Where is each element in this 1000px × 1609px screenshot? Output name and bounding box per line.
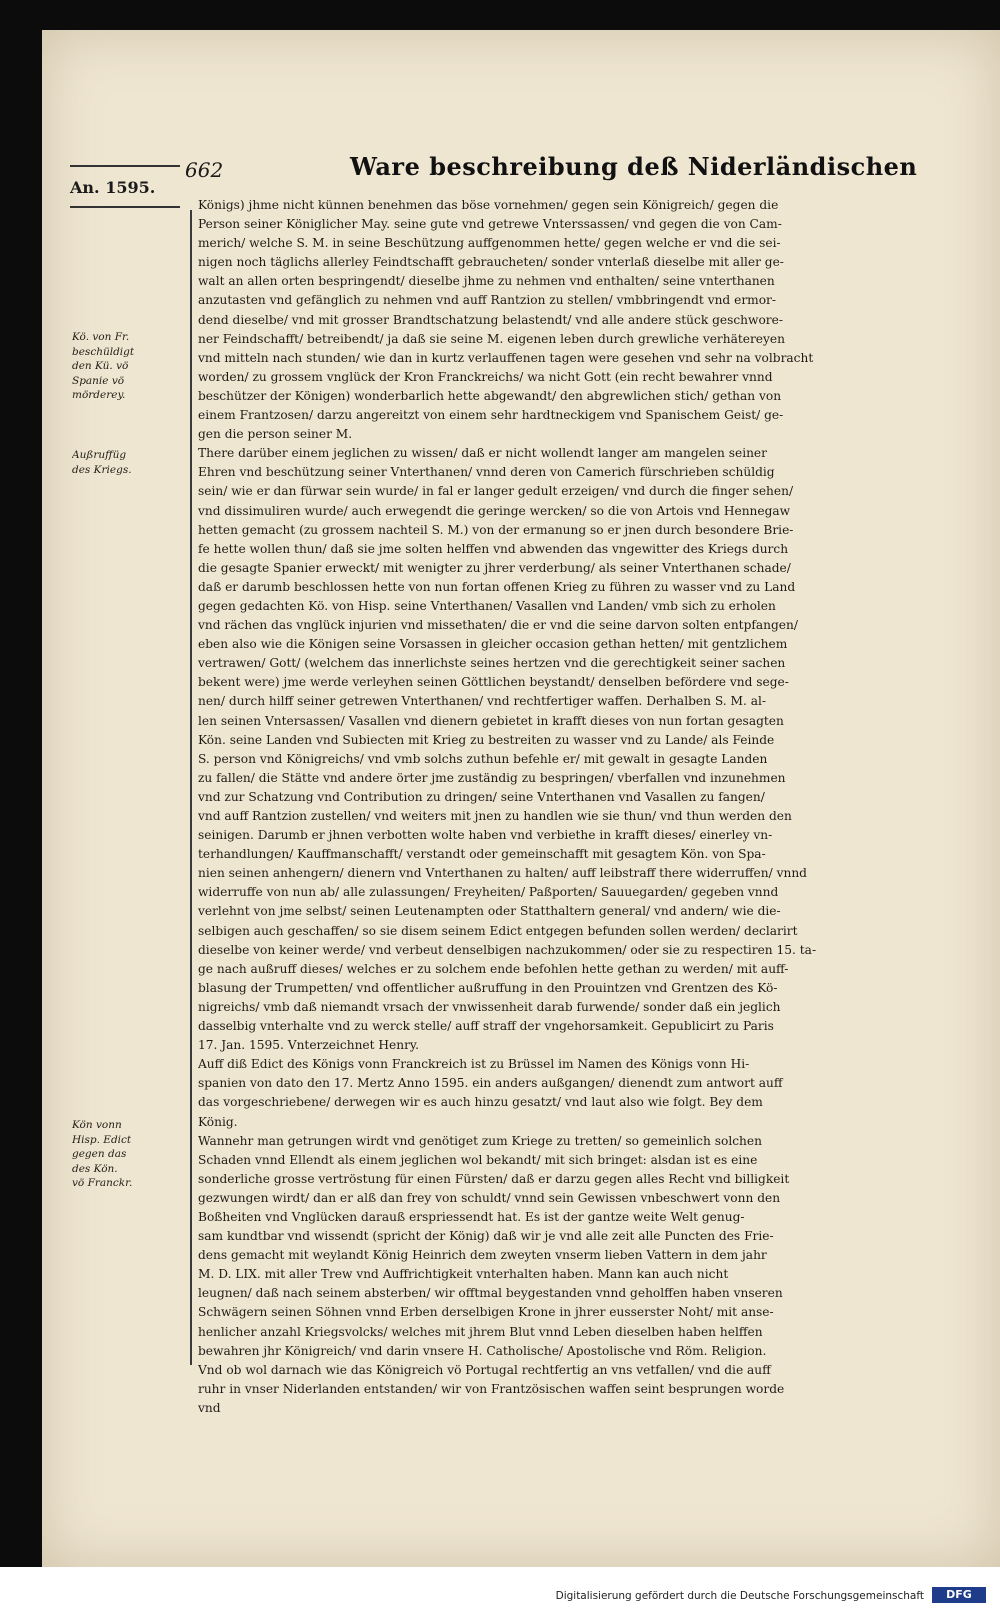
text-line: anzutasten vnd gefänglich zu nehmen vnd auff Rantzion zu stellen/ vmbbringendt vnd ermor- xyxy=(198,293,776,308)
text-line: Schwägern seinen Söhnen vnnd Erben derselbigen Krone in jhrer eusserster Noht/ mit anse- xyxy=(198,1305,774,1320)
text-line: worden/ zu grossem vnglück der Kron Franckreichs/ wa nicht Gott (ein recht bewahrer vnnd xyxy=(198,369,773,384)
text-line: dens gemacht mit weylandt König Heinrich dem zweyten vnserm lieben Vattern in dem jahr xyxy=(198,1248,767,1263)
text-line: zu fallen/ die Stätte vnd andere örter jme zuständig zu bespringen/ vberfallen vnd inzunehmen xyxy=(198,770,786,785)
text-line: die gesagte Spanier erweckt/ mit wenigter zu jhrer verderbung/ als seiner Vnterthanen schade/ xyxy=(198,560,791,575)
margin-note-line: mörderey. xyxy=(72,389,126,401)
text-line: einem Frantzosen/ darzu angereitzt von einem sehr hardtneckigem vnd Spanischem Geist/ ge- xyxy=(198,408,784,423)
text-line: walt an allen orten bespringendt/ dieselbe jhme zu nehmen vnd enthalten/ seine vnterthanen xyxy=(198,274,775,289)
text-line: ge nach außruff dieses/ welches er zu solchem ende befohlen hette gethan zu werden/ mit auff- xyxy=(198,961,789,976)
running-title: Ware beschreibung deß Niderländischen xyxy=(350,152,918,181)
margin-note-line: Hisp. Edict xyxy=(72,1133,132,1146)
text-line: das vorgeschriebene/ derwegen wir es auch hinzu gesatzt/ vnd laut also wie folgt. Bey dem xyxy=(198,1095,763,1110)
text-line: vnd zur Schatzung vnd Contribution zu dringen/ seine Vnterthanen vnd Vasallen zu fangen/ xyxy=(198,789,765,804)
text-line: selbigen auch geschaffen/ so sie disem seinem Edict entgegen befunden sollen werden/ declarirt xyxy=(198,923,798,938)
text-line: sam kundtbar vnd wissendt (spricht der König) daß wir je vnd alle zeit alle Puncten des Frie- xyxy=(198,1229,774,1244)
text-line: nigreichs/ vmb daß niemandt vrsach der vnwissenheit darab furwende/ sonder daß ein jeglich xyxy=(198,999,781,1014)
text-line: sonderliche grosse vertröstung für einen Fürsten/ daß er darzu gegen alles Recht vnd billigkeit xyxy=(198,1171,790,1186)
margin-note-line: vö Franckr. xyxy=(72,1177,133,1189)
text-line: 17. Jan. 1595. Vnterzeichnet Henry. xyxy=(198,1038,420,1053)
margin-note xyxy=(72,448,184,477)
text-line: S. person vnd Königreichs/ vnd vmb solchs zuthun befehle er/ mit gewalt in gesagte Landen xyxy=(198,751,768,766)
dfg-logo: DFG xyxy=(932,1587,986,1603)
margin-note-line: beschüldigt xyxy=(72,345,135,358)
text-line: daß er darumb beschlossen hette von nun fortan offenen Krieg zu führen zu wasser vnd zu Land xyxy=(198,579,796,594)
text-line: leugnen/ daß nach seinem absterben/ wir offtmal beygestanden vnnd geholffen haben vnseren xyxy=(198,1286,783,1301)
text-line: vnd auff Rantzion zustellen/ vnd weiters mit jnen zu handlen wie sie thun/ vnd thun werden den xyxy=(198,809,792,823)
text-line: spanien von dato den 17. Mertz Anno 1595. ein anders außgangen/ dienendt zum antwort auff xyxy=(198,1076,783,1091)
text-line: bewahren jhr Königreich/ vnd darin vnsere H. Catholische/ Apostolische vnd Röm. Religion. xyxy=(198,1343,767,1358)
column-rule xyxy=(190,210,192,1365)
text-line: nigen noch täglichs allerley Feindtschafft gebraucheten/ sonder vnterlaß dieselbe mit aller ge- xyxy=(198,255,784,270)
text-line: König. xyxy=(198,1114,238,1129)
text-line: Kön. seine Landen vnd Subiecten mit Krieg zu bestreiten zu wasser vnd zu Lande/ als Feinde xyxy=(198,732,775,747)
text-line: vnd mitteln nach stunden/ wie dan in kurtz verlauffenen tagen were gesehen vnd sehr na volbracht xyxy=(198,350,814,365)
text-line: Boßheiten vnd Vnglücken darauß erspriessendt hat. Es ist der gantze weite Welt genug- xyxy=(198,1209,745,1224)
margin-note-line: Außruffüg xyxy=(72,449,127,461)
text-line: dend dieselbe/ vnd mit grosser Brandtschatzung belastendt/ vnd alle andere stück geschwore- xyxy=(198,312,783,327)
text-line: hetten gemacht (zu grossem nachteil S. M.) von der ermanung so er jnen durch besondere Brie- xyxy=(198,522,794,537)
text-line: Vnd ob wol darnach wie das Königreich vö Portugal rechtfertig an vns vetfallen/ vnd die auff xyxy=(198,1362,771,1377)
footer-credit: Digitalisierung gefördert durch die Deutsche Forschungsgemeinschaft xyxy=(555,1590,924,1602)
text-line: widerruffe von nun ab/ alle zulassungen/ Freyheiten/ Paßporten/ Sauuegarden/ gegeben vnnd xyxy=(198,885,779,900)
margin-note-line: des Kriegs. xyxy=(72,463,132,476)
text-line: dasselbig vnterhalte vnd zu werck stelle/ auff straff der vngehorsamkeit. Gepublicirt zu Paris xyxy=(198,1019,774,1034)
text-line: Schaden vnnd Ellendt als einem jeglichen wol bekandt/ mit sich bringet: alsdan ist es eine xyxy=(198,1152,758,1167)
text-line: fe hette wollen thun/ daß sie jme solten helffen vnd abwenden das vngewitter des Kriegs durch xyxy=(198,541,789,556)
text-line: beschützer der Königen) wonderbarlich hette abgewandt/ den abgrewlichen stich/ gethan von xyxy=(198,388,782,403)
text-line: ruhr in vnser Niderlanden entstanden/ wir von Frantzösischen waffen seint besprungen worde xyxy=(198,1381,785,1396)
text-line: verlehnt von jme selbst/ seinen Leutenampten oder Statthaltern general/ vnd andern/ wie die- xyxy=(198,904,781,919)
margin-year: An. 1595. xyxy=(70,178,156,197)
text-line: gegen gedachten Kö. von Hisp. seine Vnterthanen/ Vasallen vnd Landen/ vmb sich zu erholen xyxy=(198,598,776,613)
text-line: seinigen. Darumb er jhnen verbotten wolte haben vnd verbiethe in krafft dieses/ einerley vn- xyxy=(198,828,773,843)
margin-note-line: gegen das xyxy=(72,1148,127,1160)
margin-note xyxy=(72,330,184,403)
text-line: dieselbe von keiner werde/ vnd verbeut denselbigen nachzukommen/ oder sie zu respectiren 15. ta- xyxy=(198,942,817,957)
margin-note-line: Kö. von Fr. xyxy=(72,331,130,343)
text-line: nen/ durch hilff seiner getrewen Vnterthanen/ vnd rechtfertiger waffen. Derhalben S. M. al- xyxy=(198,694,767,709)
year-rule xyxy=(70,206,180,208)
margin-note-line: Spanie vö xyxy=(72,374,125,387)
text-line: henlicher anzahl Kriegsvolcks/ welches mit jhrem Blut vnnd Leben dieselben haben helffen xyxy=(198,1324,763,1339)
text-line: nien seinen anhengern/ dienern vnd Vnterthanen zu halten/ auff leibstraff there widerruffen/ vnnd xyxy=(198,866,807,881)
margin-note-line: Kön vonn xyxy=(72,1119,122,1131)
text-line: gezwungen wirdt/ dan er alß dan frey von schuldt/ vnnd sein Gewissen vnbeschwert vonn den xyxy=(198,1190,781,1205)
text-line: bekent were) jme werde verleyhen seinen Göttlichen beystandt/ denselben befördere vnd sege- xyxy=(198,675,789,690)
text-line: terhandlungen/ Kauffmanschafft/ verstandt oder gemeinschafft mit gesagtem Kön. von Spa- xyxy=(198,847,766,862)
header-rule xyxy=(70,165,180,167)
text-line: ner Feindschafft/ betreibendt/ ja daß sie seine M. eigenen leben durch grewliche verhätereyen xyxy=(198,331,785,346)
text-line: merich/ welche S. M. in seine Beschützung auffgenommen hette/ gegen welche er vnd die sei- xyxy=(198,236,781,251)
text-line: vnd dissimuliren wurde/ auch erwegendt die geringe wercken/ so die von Artois vnd Hennegaw xyxy=(198,503,791,518)
text-line: Auff diß Edict des Königs vonn Franckreich ist zu Brüssel im Namen des Königs vonn Hi- xyxy=(198,1057,750,1072)
text-line: Ehren vnd beschützung seiner Vnterthanen/ vnnd deren von Camerich fürschrieben schüldig xyxy=(198,465,775,480)
text-line: eben also wie die Königen seine Vorsassen in gleicher occasion gethan hetten/ mit gentzlichem xyxy=(198,637,788,652)
text-line: len seinen Vntersassen/ Vasallen vnd dienern gebietet in krafft dieses von nun fortan gesagten xyxy=(198,713,784,728)
footer-bar xyxy=(0,1567,1000,1609)
text-line: blasung der Trumpetten/ vnd offentlicher außruffung in den Prouintzen vnd Grentzen des Kö- xyxy=(198,980,778,995)
text-line: Königs) jhme nicht künnen benehmen das böse vornehmen/ gegen sein Königreich/ gegen die xyxy=(198,198,779,212)
margin-note-line: des Kön. xyxy=(72,1162,118,1175)
text-line: gen die person seiner M. xyxy=(198,427,353,442)
text-line: M. D. LIX. mit aller Trew vnd Auffrichtigkeit vnterhalten haben. Mann kan auch nicht xyxy=(198,1267,729,1282)
text-line: sein/ wie er dan fürwar sein wurde/ in fal er langer gedult erzeigen/ vnd durch die finger sehen/ xyxy=(198,484,794,499)
text-line: Person seiner Königlicher May. seine gute vnd getrewe Vnterssassen/ vnd gegen die von Cam- xyxy=(198,217,782,232)
margin-note xyxy=(72,1118,184,1191)
text-line: vnd xyxy=(198,1400,221,1415)
text-line: vertrawen/ Gott/ (welchem das innerlichste seines hertzen vnd die gerechtigkeit seiner sachen xyxy=(198,656,786,671)
margin-note-line: den Kü. vö xyxy=(72,360,129,372)
text-line: There darüber einem jeglichen zu wissen/ daß er nicht wollendt langer am mangelen seiner xyxy=(198,446,767,461)
page-number: 662 xyxy=(185,158,224,182)
text-line: Wannehr man getrungen wirdt vnd genötiget zum Kriege zu tretten/ so gemeinlich solchen xyxy=(198,1133,762,1148)
text-line: vnd rächen das vnglück injurien vnd missethaten/ die er vnd die seine darvon solten entpfangen/ xyxy=(198,618,798,633)
body-text xyxy=(198,196,923,1418)
